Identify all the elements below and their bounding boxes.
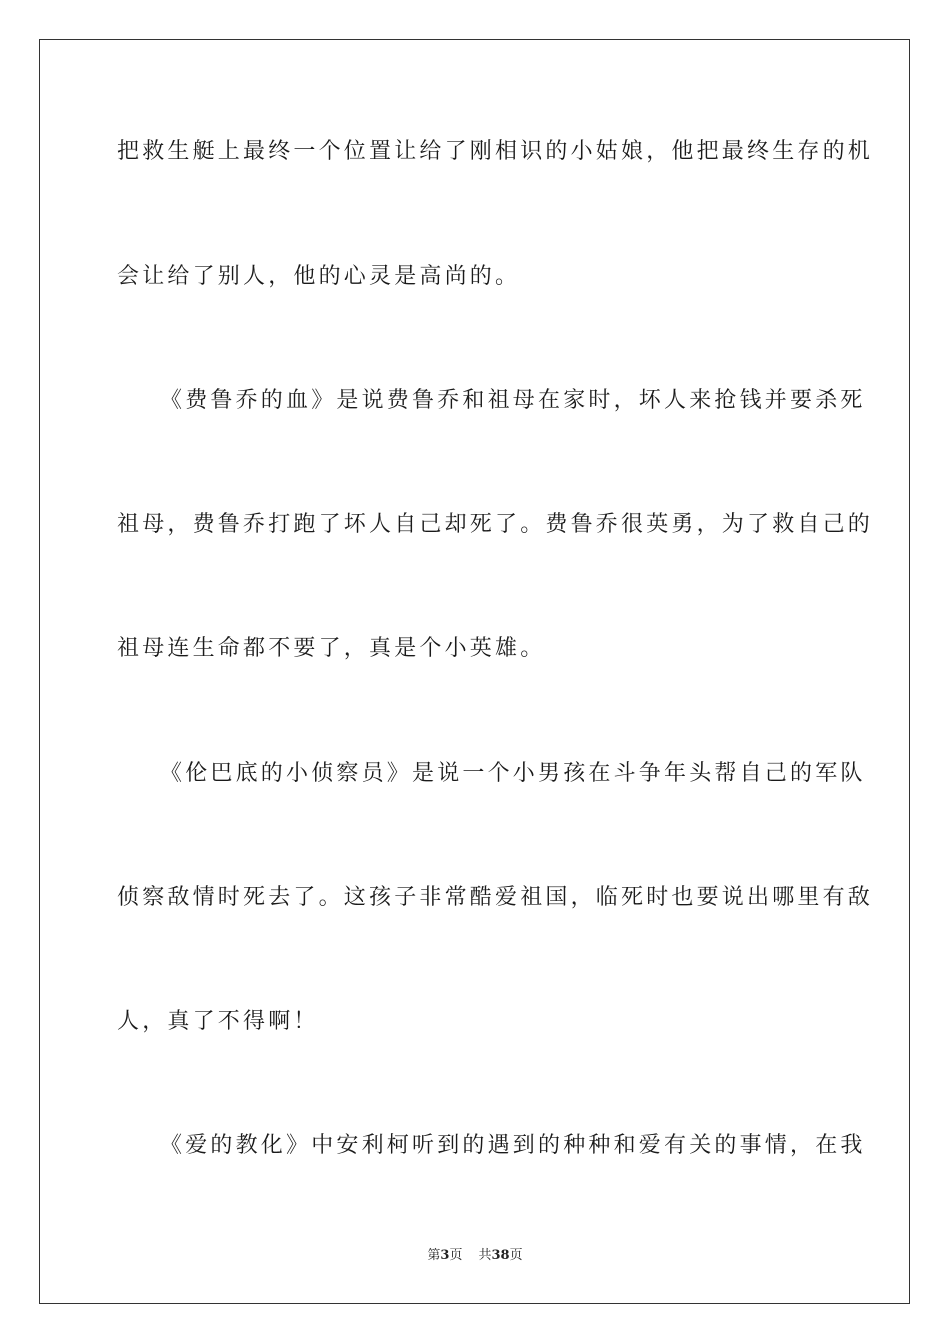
paragraph-line: 人，真了不得啊！ [117, 1009, 319, 1034]
total-pages: 38 [491, 1248, 510, 1263]
page-suffix: 页 [449, 1248, 463, 1263]
page-number: 3 [440, 1248, 450, 1263]
paragraph-line: 侦察敌情时死去了。这孩子非常酷爱祖国，临死时也要说出哪里有敌 [117, 885, 874, 910]
paragraph-line: 把救生艇上最终一个位置让给了刚相识的小姑娘，他把最终生存的机 [117, 139, 874, 164]
paragraph-line: 《伦巴底的小侦察员》是说一个小男孩在斗争年头帮自己的军队 [160, 761, 866, 786]
paragraph-line: 《爱的教化》中安利柯听到的遇到的种种和爱有关的事情，在我 [160, 1133, 866, 1158]
paragraph-line: 祖母，费鲁乔打跑了坏人自己却死了。费鲁乔很英勇，为了救自己的 [117, 512, 874, 537]
total-prefix: 共 [478, 1248, 492, 1263]
total-suffix: 页 [509, 1248, 523, 1263]
page-prefix: 第 [427, 1248, 441, 1263]
page-border [39, 39, 910, 1304]
page-footer [0, 1247, 950, 1265]
paragraph-line: 祖母连生命都不要了，真是个小英雄。 [117, 636, 546, 661]
paragraph-line: 《费鲁乔的血》是说费鲁乔和祖母在家时，坏人来抢钱并要杀死 [160, 388, 866, 413]
paragraph-line: 会让给了别人，他的心灵是高尚的。 [117, 264, 521, 289]
